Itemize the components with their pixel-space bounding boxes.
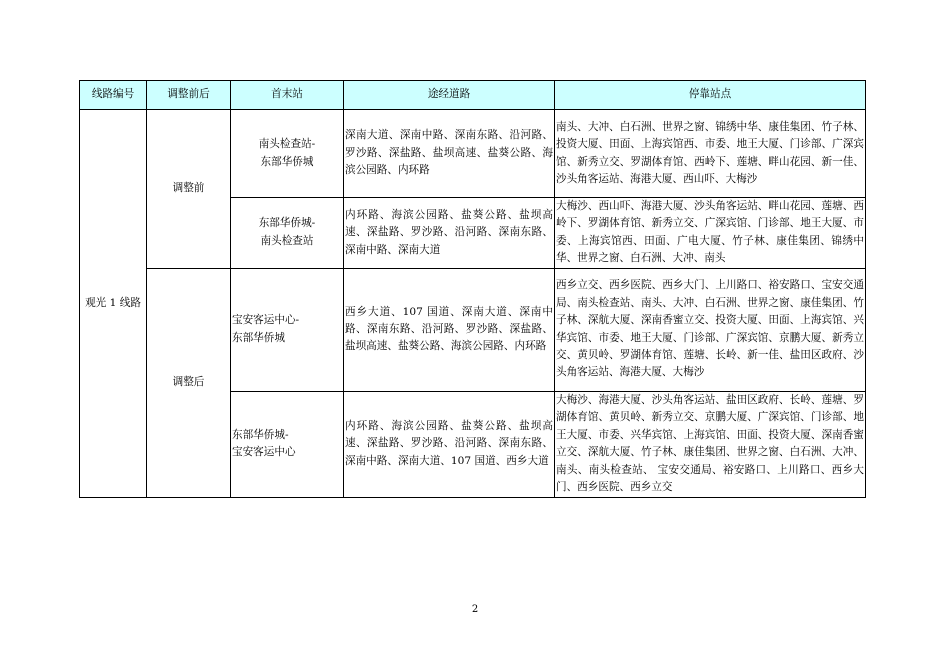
route-name-cell: 观光 1 线路 (80, 110, 147, 498)
terminals-cell: 东部华侨城- 南头检查站 (231, 198, 344, 269)
table-row (80, 268, 866, 391)
table-header-row (80, 81, 866, 110)
stops-cell: 大梅沙、西山吓、海港大厦、沙头角客运站、畔山花园、莲塘、西岭下、罗湖体育馆、新秀立交、广深宾馆、门诊部、地王大厦、市委、上海宾馆西、田面、广电大厦、竹子林、康佳集团、锦绣中华、世界之窗、白石洲、大冲、南头 (555, 198, 866, 269)
header-route-id: 线路编号 (80, 81, 147, 110)
route-adjustment-table (79, 80, 866, 498)
roads-cell: 西乡大道、107 国道、深南大道、深南中路、深南东路、沿河路、罗沙路、深盐路、盐坝高速、盐葵公路、海滨公园路、内环路 (344, 268, 555, 391)
header-stops: 停靠站点 (555, 81, 866, 110)
phase-cell-after: 调整后 (147, 268, 231, 497)
stops-cell: 西乡立交、西乡医院、西乡大门、上川路口、裕安路口、宝安交通局、南头检查站、南头、大冲、白石洲、世界之窗、康佳集团、竹子林、深航大厦、深南香蜜立交、投资大厦、田面、上海宾馆、兴华宾馆、市委、地王大厦、门诊部、广深宾馆、京鹏大厦、新秀立交、黄贝岭、罗湖体育馆、莲塘、长岭、新一佳、盐田区政府、沙头角客运站、海港大厦、大梅沙 (555, 268, 866, 391)
header-adjustment: 调整前后 (147, 81, 231, 110)
table-row (80, 110, 866, 198)
terminals-cell: 宝安客运中心- 东部华侨城 (231, 268, 344, 391)
header-roads: 途经道路 (344, 81, 555, 110)
terminals-cell: 南头检查站- 东部华侨城 (231, 110, 344, 198)
roads-cell: 内环路、海滨公园路、盐葵公路、盐坝高速、深盐路、罗沙路、沿河路、深南东路、深南中路、深南大道 (344, 198, 555, 269)
phase-cell-before: 调整前 (147, 110, 231, 269)
terminals-cell: 东部华侨城- 宝安客运中心 (231, 391, 344, 497)
stops-cell: 南头、大冲、白石洲、世界之窗、锦绣中华、康佳集团、竹子林、投资大厦、田面、上海宾馆西、市委、地王大厦、门诊部、广深宾馆、新秀立交、罗湖体育馆、西岭下、莲塘、畔山花园、新一佳、沙头角客运站、海港大厦、西山吓、大梅沙 (555, 110, 866, 198)
header-terminals: 首末站 (231, 81, 344, 110)
stops-cell: 大梅沙、海港大厦、沙头角客运站、盐田区政府、长岭、莲塘、罗湖体育馆、黄贝岭、新秀立交、京鹏大厦、广深宾馆、门诊部、地王大厦、市委、兴华宾馆、上海宾馆、田面、投资大厦、深南香蜜立交、深航大厦、竹子林、康佳集团、世界之窗、白石洲、大冲、南头、南头检查站、 宝安交通局、裕安路口、上川路口、西乡大门、西乡医院、西乡立交 (555, 391, 866, 497)
page-number: 2 (471, 604, 479, 615)
roads-cell: 深南大道、深南中路、深南东路、沿河路、罗沙路、深盐路、盐坝高速、盐葵公路、海滨公园路、内环路 (344, 110, 555, 198)
roads-cell: 内环路、海滨公园路、盐葵公路、盐坝高速、深盐路、罗沙路、沿河路、深南东路、深南中路、深南大道、107 国道、西乡大道 (344, 391, 555, 497)
